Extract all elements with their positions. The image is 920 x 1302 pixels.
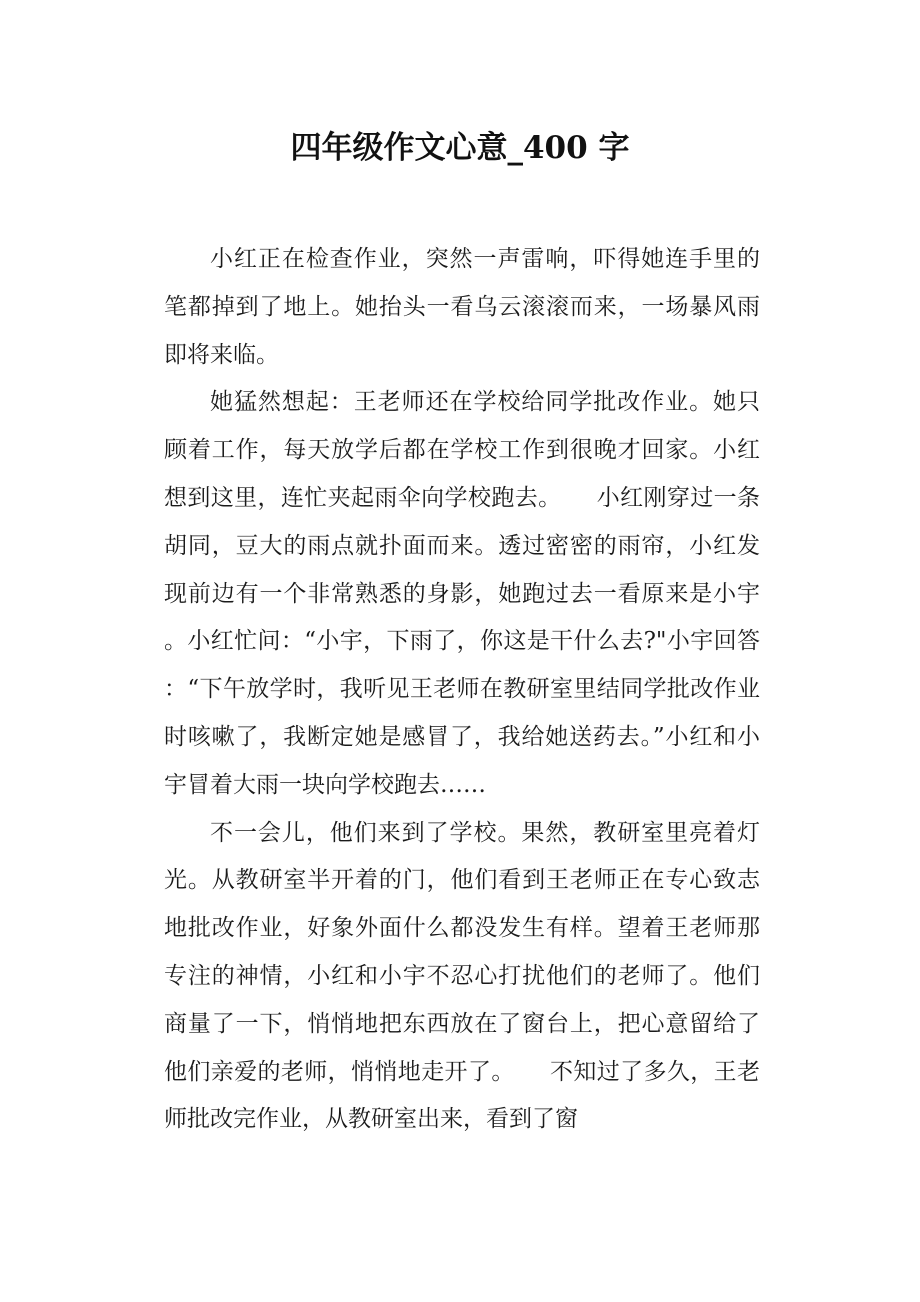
paragraph-3: 不一会儿，他们来到了学校。果然，教研室里亮着灯光。从教研室半开着的门，他们看到王老师正在专心致志地批改作业，好象外面什么都没发生有样。望着王老师那专注的神情，小红和小宇不忍心打扰他们的老师了。他们商量了一下，悄悄地把东西放在了窗台上，把心意留给了他们亲爱的老师，悄悄地走开了。 不知过了多久，王老师批改完作业，从教研室出来，看到了窗: [164, 819, 760, 1133]
paragraph-2: 她猛然想起：王老师还在学校给同学批改作业。她只顾着工作，每天放学后都在学校工作到很晚才回家。小红想到这里，连忙夹起雨伞向学校跑去。 小红刚穿过一条胡同，豆大的雨点就扑面而来。透过密密的雨帘，小红发现前边有一个非常熟悉的身影，她跑过去一看原来是小宇。小红忙问：“小宇，下雨了，你这是干什么去?"小宇回答：“下午放学时，我听见王老师在教研室里结同学批改作业时咳嗽了，我断定她是感冒了，我给她送药去。”小红和小宇冒着大雨一块向学校跑去……: [164, 389, 760, 798]
document-title: 四年级作文心意_400 字: [290, 130, 630, 166]
paragraph-1: 小红正在检查作业，突然一声雷响，吓得她连手里的笔都掉到了地上。她抬头一看乌云滚滚而来，一场暴风雨即将来临。: [164, 246, 760, 368]
document-body: [164, 236, 760, 1144]
